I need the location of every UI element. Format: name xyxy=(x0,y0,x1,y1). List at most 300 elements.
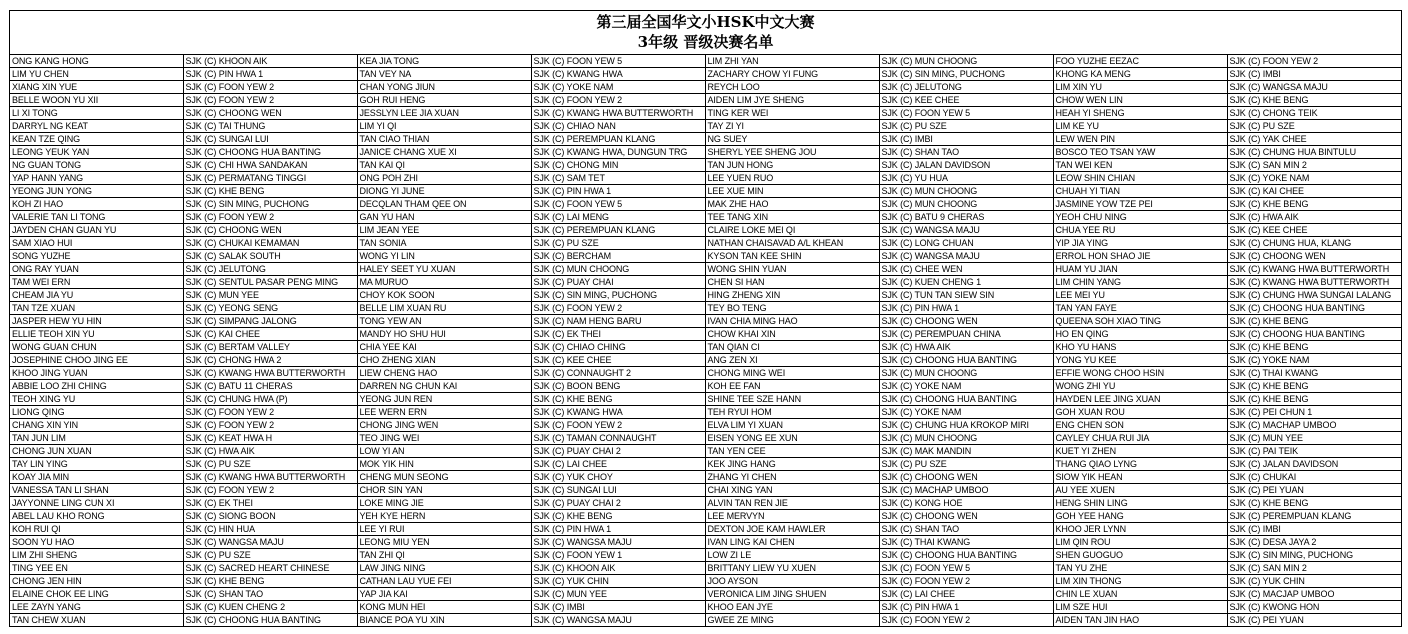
school-name-cell: SJK (C) YEONG SENG xyxy=(183,302,357,315)
student-name-cell: TEH RYUI HOM xyxy=(705,406,879,419)
student-name-cell: DECQLAN THAM QEE ON xyxy=(357,198,531,211)
school-name-cell: SJK (C) EK THEI xyxy=(531,328,705,341)
school-name-cell: SJK (C) PIN HWA 1 xyxy=(879,302,1053,315)
school-name-cell: SJK (C) LAI CHEE xyxy=(531,458,705,471)
student-name-cell: BOSCO TEO TSAN YAW xyxy=(1053,146,1227,159)
school-name-cell: SJK (C) BATU 11 CHERAS xyxy=(183,380,357,393)
student-name-cell: LEONG MIU YEN xyxy=(357,536,531,549)
school-name-cell: SJK (C) SIONG BOON xyxy=(183,510,357,523)
school-name-cell: SJK (C) WANGSA MAJU xyxy=(879,250,1053,263)
school-name-cell: SJK (C) KHE BENG xyxy=(531,393,705,406)
table-row xyxy=(10,172,1401,185)
school-name-cell: SJK (C) IMBI xyxy=(531,601,705,614)
student-name-cell: CHONG JEN HIN xyxy=(10,575,183,588)
student-name-cell: KHONG KA MENG xyxy=(1053,68,1227,81)
table-row xyxy=(10,536,1401,549)
school-name-cell: SJK (C) PU SZE xyxy=(183,458,357,471)
student-name-cell: WONG GUAN CHUN xyxy=(10,341,183,354)
student-name-cell: KHOO JING YUAN xyxy=(10,367,183,380)
student-name-cell: LIM YI QI xyxy=(357,120,531,133)
table-row xyxy=(10,237,1401,250)
table-row xyxy=(10,198,1401,211)
student-name-cell: LEOW SHIN CHIAN xyxy=(1053,172,1227,185)
student-name-cell: YEONG JUN YONG xyxy=(10,185,183,198)
student-name-cell: ZHANG YI CHEN xyxy=(705,471,879,484)
student-name-cell: JOO AYSON xyxy=(705,575,879,588)
school-name-cell: SJK (C) CHUNG HWA SUNGAI LALANG xyxy=(1227,289,1401,302)
school-name-cell: SJK (C) BATU 9 CHERAS xyxy=(879,211,1053,224)
student-name-cell: VANESSA TAN LI SHAN xyxy=(10,484,183,497)
school-name-cell: SJK (C) JALAN DAVIDSON xyxy=(879,159,1053,172)
student-name-cell: KOAY JIA MIN xyxy=(10,471,183,484)
student-name-cell: TAN YAN FAYE xyxy=(1053,302,1227,315)
school-name-cell: SJK (C) SALAK SOUTH xyxy=(183,250,357,263)
school-name-cell: SJK (C) FOON YEW 2 xyxy=(183,484,357,497)
school-name-cell: SJK (C) CHONG HWA 2 xyxy=(183,354,357,367)
school-name-cell: SJK (C) YUK CHOY xyxy=(531,471,705,484)
school-name-cell: SJK (C) CHOONG WEN xyxy=(879,471,1053,484)
school-name-cell: SJK (C) CHUKAI KEMAMAN xyxy=(183,237,357,250)
student-name-cell: LIM JEAN YEE xyxy=(357,224,531,237)
student-name-cell: VERONICA LIM JING SHUEN xyxy=(705,588,879,601)
school-name-cell: SJK (C) CHOONG HUA BANTING xyxy=(1227,328,1401,341)
table-row xyxy=(10,263,1401,276)
school-name-cell: SJK (C) BOON BENG xyxy=(531,380,705,393)
school-name-cell: SJK (C) KONG HOE xyxy=(879,497,1053,510)
school-name-cell: SJK (C) KHE BENG xyxy=(1227,198,1401,211)
school-name-cell: SJK (C) CHONG MIN xyxy=(531,159,705,172)
student-name-cell: LAW JING NING xyxy=(357,562,531,575)
page-title: 第三届全国华文小HSK中文大赛 xyxy=(596,13,815,31)
school-name-cell: SJK (C) PIN HWA 1 xyxy=(183,68,357,81)
student-name-cell: JESSLYN LEE JIA XUAN xyxy=(357,107,531,120)
school-name-cell: SJK (C) JELUTONG xyxy=(879,81,1053,94)
school-name-cell: SJK (C) FOON YEW 2 xyxy=(183,81,357,94)
school-name-cell: SJK (C) PIN HWA 1 xyxy=(531,523,705,536)
student-name-cell: LI XI TONG xyxy=(10,107,183,120)
school-name-cell: SJK (C) PEREMPUAN CHINA xyxy=(879,328,1053,341)
student-name-cell: CHEAM JIA YU xyxy=(10,289,183,302)
school-name-cell: SJK (C) FOON YEW 5 xyxy=(879,562,1053,575)
student-name-cell: KONG MUN HEI xyxy=(357,601,531,614)
table-row xyxy=(10,224,1401,237)
student-name-cell: WONG SHIN YUAN xyxy=(705,263,879,276)
student-name-cell: CHONG JING WEN xyxy=(357,419,531,432)
school-name-cell: SJK (C) CHUNG HUA BINTULU xyxy=(1227,146,1401,159)
student-name-cell: TAN QIAN CI xyxy=(705,341,879,354)
student-name-cell: YEOH CHU NING xyxy=(1053,211,1227,224)
student-name-cell: CHAI XING YAN xyxy=(705,484,879,497)
student-name-cell: JAYYONNE LING CUN XI xyxy=(10,497,183,510)
school-name-cell: SJK (C) MAK MANDIN xyxy=(879,445,1053,458)
school-name-cell: SJK (C) TAI THUNG xyxy=(183,120,357,133)
student-name-cell: ONG RAY YUAN xyxy=(10,263,183,276)
school-name-cell: SJK (C) KHE BENG xyxy=(1227,94,1401,107)
school-name-cell: SJK (C) PEI YUAN xyxy=(1227,484,1401,497)
school-name-cell: SJK (C) MUN CHOONG xyxy=(879,367,1053,380)
table-row xyxy=(10,107,1401,120)
student-name-cell: LIONG QING xyxy=(10,406,183,419)
school-name-cell: SJK (C) SAN MIN 2 xyxy=(1227,159,1401,172)
student-name-cell: TAY LIN YING xyxy=(10,458,183,471)
school-name-cell: SJK (C) HIN HUA xyxy=(183,523,357,536)
student-name-cell: CAYLEY CHUA RUI JIA xyxy=(1053,432,1227,445)
school-name-cell: SJK (C) KEE CHEE xyxy=(531,354,705,367)
school-name-cell: SJK (C) CHOONG HUA BANTING xyxy=(879,549,1053,562)
student-name-cell: CHONG MING WEI xyxy=(705,367,879,380)
student-name-cell: TAN KAI QI xyxy=(357,159,531,172)
school-name-cell: SJK (C) CHEE WEN xyxy=(879,263,1053,276)
table-row xyxy=(10,419,1401,432)
school-name-cell: SJK (C) FOON YEW 5 xyxy=(879,107,1053,120)
student-name-cell: SONG YUZHE xyxy=(10,250,183,263)
school-name-cell: SJK (C) LAI CHEE xyxy=(879,588,1053,601)
student-name-cell: HO EN QING xyxy=(1053,328,1227,341)
school-name-cell: SJK (C) CONNAUGHT 2 xyxy=(531,367,705,380)
student-name-cell: TAN WEI KEN xyxy=(1053,159,1227,172)
school-name-cell: SJK (C) KWANG HWA xyxy=(531,406,705,419)
school-name-cell: SJK (C) FOON YEW 2 xyxy=(183,94,357,107)
school-name-cell: SJK (C) TAMAN CONNAUGHT xyxy=(531,432,705,445)
table-row xyxy=(10,393,1401,406)
school-name-cell: SJK (C) FOON YEW 2 xyxy=(1227,55,1401,68)
student-name-cell: ONG KANG HONG xyxy=(10,55,183,68)
student-name-cell: DIONG YI JUNE xyxy=(357,185,531,198)
school-name-cell: SJK (C) MUN YEE xyxy=(183,289,357,302)
student-name-cell: ENG CHEN SON xyxy=(1053,419,1227,432)
school-name-cell: SJK (C) JALAN DAVIDSON xyxy=(1227,458,1401,471)
student-name-cell: YEH KYE HERN xyxy=(357,510,531,523)
school-name-cell: SJK (C) IMBI xyxy=(879,133,1053,146)
school-name-cell: SJK (C) MUN YEE xyxy=(1227,432,1401,445)
school-name-cell: SJK (C) KWANG HWA BUTTERWORTH xyxy=(183,367,357,380)
student-name-cell: CHIN LE XUAN xyxy=(1053,588,1227,601)
school-name-cell: SJK (C) KAI CHEE xyxy=(1227,185,1401,198)
student-name-cell: FOO YUZHE EEZAC xyxy=(1053,55,1227,68)
school-name-cell: SJK (C) KHE BENG xyxy=(1227,497,1401,510)
school-name-cell: SJK (C) PIN HWA 1 xyxy=(879,601,1053,614)
student-name-cell: EISEN YONG EE XUN xyxy=(705,432,879,445)
school-name-cell: SJK (C) CHI HWA SANDAKAN xyxy=(183,159,357,172)
student-name-cell: LEE ZAYN YANG xyxy=(10,601,183,614)
student-name-cell: TEOH XING YU xyxy=(10,393,183,406)
student-name-cell: GOH XUAN ROU xyxy=(1053,406,1227,419)
school-name-cell: SJK (C) KWANG HWA BUTTERWORTH xyxy=(183,471,357,484)
student-name-cell: LEW WEN PIN xyxy=(1053,133,1227,146)
student-name-cell: YEONG JUN REN xyxy=(357,393,531,406)
table-row xyxy=(10,211,1401,224)
student-name-cell: TAN JUN HONG xyxy=(705,159,879,172)
table-row xyxy=(10,276,1401,289)
student-name-cell: HALEY SEET YU XUAN xyxy=(357,263,531,276)
student-name-cell: MA MURUO xyxy=(357,276,531,289)
title-box xyxy=(10,11,1401,55)
table-row xyxy=(10,302,1401,315)
student-name-cell: DARREN NG CHUN KAI xyxy=(357,380,531,393)
student-name-cell: ANG ZEN XI xyxy=(705,354,879,367)
school-name-cell: SJK (C) CHOONG WEN xyxy=(879,510,1053,523)
student-name-cell: BRITTANY LIEW YU XUEN xyxy=(705,562,879,575)
student-name-cell: HUAM YU JIAN xyxy=(1053,263,1227,276)
student-name-cell: CHOR SIN YAN xyxy=(357,484,531,497)
student-name-cell: SHERYL YEE SHENG JOU xyxy=(705,146,879,159)
student-name-cell: KUET YI ZHEN xyxy=(1053,445,1227,458)
student-name-cell: KHOO JER LYNN xyxy=(1053,523,1227,536)
student-name-cell: REYCH LOO xyxy=(705,81,879,94)
student-name-cell: KEAN TZE QING xyxy=(10,133,183,146)
school-name-cell: SJK (C) YOKE NAM xyxy=(1227,354,1401,367)
student-name-cell: LEE XUE MIN xyxy=(705,185,879,198)
school-name-cell: SJK (C) PAI TEIK xyxy=(1227,445,1401,458)
school-name-cell: SJK (C) YUK CHIN xyxy=(531,575,705,588)
student-name-cell: CHOW WEN LIN xyxy=(1053,94,1227,107)
student-name-cell: TEO JING WEI xyxy=(357,432,531,445)
student-name-cell: KOH EE FAN xyxy=(705,380,879,393)
school-name-cell: SJK (C) FOON YEW 1 xyxy=(531,549,705,562)
school-name-cell: SJK (C) IMBI xyxy=(1227,68,1401,81)
table-row xyxy=(10,575,1401,588)
school-name-cell: SJK (C) KHE BENG xyxy=(531,510,705,523)
school-name-cell: SJK (C) YOKE NAM xyxy=(879,380,1053,393)
school-name-cell: SJK (C) YOKE NAM xyxy=(1227,172,1401,185)
school-name-cell: SJK (C) FOON YEW 2 xyxy=(183,211,357,224)
school-name-cell: SJK (C) DESA JAYA 2 xyxy=(1227,536,1401,549)
table-row xyxy=(10,354,1401,367)
school-name-cell: SJK (C) IMBI xyxy=(1227,523,1401,536)
school-name-cell: SJK (C) PU SZE xyxy=(183,549,357,562)
student-name-cell: LOW ZI LE xyxy=(705,549,879,562)
table-row xyxy=(10,523,1401,536)
school-name-cell: SJK (C) FOON YEW 2 xyxy=(183,406,357,419)
student-name-cell: TAN TZE XUAN xyxy=(10,302,183,315)
school-name-cell: SJK (C) WANGSA MAJU xyxy=(183,536,357,549)
school-name-cell: SJK (C) KUEN CHENG 1 xyxy=(879,276,1053,289)
student-name-cell: GWEE ZE MING xyxy=(705,614,879,627)
student-name-cell: TAN JUN LIM xyxy=(10,432,183,445)
table-row xyxy=(10,601,1401,614)
student-name-cell: LEE MEI YU xyxy=(1053,289,1227,302)
student-name-cell: BELLE WOON YU XII xyxy=(10,94,183,107)
school-name-cell: SJK (C) SUNGAI LUI xyxy=(531,484,705,497)
school-name-cell: SJK (C) KHE BENG xyxy=(183,185,357,198)
school-name-cell: SJK (C) FOON YEW 2 xyxy=(183,419,357,432)
student-name-cell: SAM XIAO HUI xyxy=(10,237,183,250)
results-sheet xyxy=(9,10,1402,627)
table-row xyxy=(10,315,1401,328)
school-name-cell: SJK (C) YOKE NAM xyxy=(879,406,1053,419)
student-name-cell: QUEENA SOH XIAO TING xyxy=(1053,315,1227,328)
school-name-cell: SJK (C) KWANG HWA BUTTERWORTH xyxy=(1227,276,1401,289)
school-name-cell: SJK (C) SAM TET xyxy=(531,172,705,185)
student-name-cell: JANICE CHANG XUE XI xyxy=(357,146,531,159)
student-name-cell: LEE YUEN RUO xyxy=(705,172,879,185)
finalist-table xyxy=(10,55,1401,626)
table-row xyxy=(10,588,1401,601)
student-name-cell: MOK YIK HIN xyxy=(357,458,531,471)
table-row xyxy=(10,55,1401,68)
finalist-table-body xyxy=(10,55,1401,626)
student-name-cell: TAN SONIA xyxy=(357,237,531,250)
school-name-cell: SJK (C) PEREMPUAN KLANG xyxy=(1227,510,1401,523)
school-name-cell: SJK (C) CHOONG HUA BANTING xyxy=(183,614,357,627)
school-name-cell: SJK (C) HWA AIK xyxy=(183,445,357,458)
student-name-cell: LIEW CHENG HAO xyxy=(357,367,531,380)
student-name-cell: YONG YU KEE xyxy=(1053,354,1227,367)
student-name-cell: KHO YU HANS xyxy=(1053,341,1227,354)
school-name-cell: SJK (C) KWANG HWA BUTTERWORTH xyxy=(531,107,705,120)
table-row xyxy=(10,497,1401,510)
table-row xyxy=(10,445,1401,458)
school-name-cell: SJK (C) CHOONG WEN xyxy=(879,315,1053,328)
student-name-cell: YAP HANN YANG xyxy=(10,172,183,185)
student-name-cell: ELLIE TEOH XIN YU xyxy=(10,328,183,341)
table-row xyxy=(10,510,1401,523)
school-name-cell: SJK (C) NAM HENG BARU xyxy=(531,315,705,328)
school-name-cell: SJK (C) CHIAO CHING xyxy=(531,341,705,354)
student-name-cell: LOKE MING JIE xyxy=(357,497,531,510)
student-name-cell: TAN YEN CEE xyxy=(705,445,879,458)
table-row xyxy=(10,68,1401,81)
student-name-cell: TAM WEI ERN xyxy=(10,276,183,289)
student-name-cell: KEK JING HANG xyxy=(705,458,879,471)
student-name-cell: JASPER HEW YU HIN xyxy=(10,315,183,328)
school-name-cell: SJK (C) PU SZE xyxy=(1227,120,1401,133)
student-name-cell: GOH RUI HENG xyxy=(357,94,531,107)
school-name-cell: SJK (C) MACJAP UMBOO xyxy=(1227,588,1401,601)
school-name-cell: SJK (C) LAI MENG xyxy=(531,211,705,224)
school-name-cell: SJK (C) LONG CHUAN xyxy=(879,237,1053,250)
school-name-cell: SJK (C) MUN CHOONG xyxy=(879,198,1053,211)
school-name-cell: SJK (C) KWONG HON xyxy=(1227,601,1401,614)
school-name-cell: SJK (C) WANGSA MAJU xyxy=(531,614,705,627)
school-name-cell: SJK (C) PU SZE xyxy=(879,120,1053,133)
school-name-cell: SJK (C) BERCHAM xyxy=(531,250,705,263)
school-name-cell: SJK (C) CHOONG HUA BANTING xyxy=(183,146,357,159)
school-name-cell: SJK (C) EK THEI xyxy=(183,497,357,510)
student-name-cell: CHEN SI HAN xyxy=(705,276,879,289)
school-name-cell: SJK (C) CHIAO NAN xyxy=(531,120,705,133)
school-name-cell: SJK (C) CHUKAI xyxy=(1227,471,1401,484)
student-name-cell: EFFIE WONG CHOO HSIN xyxy=(1053,367,1227,380)
school-name-cell: SJK (C) PUAY CHAI 2 xyxy=(531,497,705,510)
student-name-cell: AIDEN LIM JYE SHENG xyxy=(705,94,879,107)
school-name-cell: SJK (C) CHUNG HWA (P) xyxy=(183,393,357,406)
student-name-cell: CLAIRE LOKE MEI QI xyxy=(705,224,879,237)
student-name-cell: CHO ZHENG XIAN xyxy=(357,354,531,367)
student-name-cell: LIM SZE HUI xyxy=(1053,601,1227,614)
student-name-cell: HING ZHENG XIN xyxy=(705,289,879,302)
student-name-cell: KEA JIA TONG xyxy=(357,55,531,68)
table-row xyxy=(10,458,1401,471)
student-name-cell: CHIA YEE KAI xyxy=(357,341,531,354)
student-name-cell: CHUAH YI TIAN xyxy=(1053,185,1227,198)
table-row xyxy=(10,341,1401,354)
school-name-cell: SJK (C) SHAN TAO xyxy=(183,588,357,601)
school-name-cell: SJK (C) SIN MING, PUCHONG xyxy=(879,68,1053,81)
student-name-cell: ONG POH ZHI xyxy=(357,172,531,185)
student-name-cell: BELLE LIM XUAN RU xyxy=(357,302,531,315)
school-name-cell: SJK (C) KWANG HWA, DUNGUN TRG xyxy=(531,146,705,159)
student-name-cell: TAN CIAO THIAN xyxy=(357,133,531,146)
student-name-cell: TEY BO TENG xyxy=(705,302,879,315)
school-name-cell: SJK (C) KHE BENG xyxy=(1227,393,1401,406)
student-name-cell: LOW YI AN xyxy=(357,445,531,458)
school-name-cell: SJK (C) CHUNG HUA KROKOP MIRI xyxy=(879,419,1053,432)
school-name-cell: SJK (C) SHAN TAO xyxy=(879,523,1053,536)
student-name-cell: IVAN LING KAI CHEN xyxy=(705,536,879,549)
student-name-cell: NATHAN CHAISAVAD A/L KHEAN xyxy=(705,237,879,250)
school-name-cell: SJK (C) SENTUL PASAR PENG MING xyxy=(183,276,357,289)
school-name-cell: SJK (C) FOON YEW 5 xyxy=(531,198,705,211)
student-name-cell: LIM KE YU xyxy=(1053,120,1227,133)
student-name-cell: TAN ZHI QI xyxy=(357,549,531,562)
student-name-cell: ELAINE CHOK EE LING xyxy=(10,588,183,601)
table-row xyxy=(10,159,1401,172)
student-name-cell: DEXTON JOE KAM HAWLER xyxy=(705,523,879,536)
school-name-cell: SJK (C) PUAY CHAI xyxy=(531,276,705,289)
table-row xyxy=(10,406,1401,419)
school-name-cell: SJK (C) BERTAM VALLEY xyxy=(183,341,357,354)
school-name-cell: SJK (C) KEE CHEE xyxy=(879,94,1053,107)
school-name-cell: SJK (C) YOKE NAM xyxy=(531,81,705,94)
school-name-cell: SJK (C) SUNGAI LUI xyxy=(183,133,357,146)
student-name-cell: LEE WERN ERN xyxy=(357,406,531,419)
school-name-cell: SJK (C) TUN TAN SIEW SIN xyxy=(879,289,1053,302)
school-name-cell: SJK (C) CHOONG HUA BANTING xyxy=(1227,302,1401,315)
student-name-cell: HENG SHIN LING xyxy=(1053,497,1227,510)
student-name-cell: TING KER WEI xyxy=(705,107,879,120)
student-name-cell: LIM CHIN YANG xyxy=(1053,276,1227,289)
student-name-cell: THANG QIAO LYNG xyxy=(1053,458,1227,471)
school-name-cell: SJK (C) MACHAP UMBOO xyxy=(1227,419,1401,432)
school-name-cell: SJK (C) FOON YEW 2 xyxy=(531,419,705,432)
student-name-cell: AIDEN TAN JIN HAO xyxy=(1053,614,1227,627)
student-name-cell: KHOO EAN JYE xyxy=(705,601,879,614)
school-name-cell: SJK (C) CHOONG HUA BANTING xyxy=(879,393,1053,406)
school-name-cell: SJK (C) PERMATANG TINGGI xyxy=(183,172,357,185)
school-name-cell: SJK (C) KEE CHEE xyxy=(1227,224,1401,237)
school-name-cell: SJK (C) KEAT HWA H xyxy=(183,432,357,445)
student-name-cell: CHANG XIN YIN xyxy=(10,419,183,432)
school-name-cell: SJK (C) KWANG HWA BUTTERWORTH xyxy=(1227,263,1401,276)
school-name-cell: SJK (C) WANGSA MAJU xyxy=(531,536,705,549)
school-name-cell: SJK (C) MUN CHOONG xyxy=(879,432,1053,445)
student-name-cell: LIM YU CHEN xyxy=(10,68,183,81)
student-name-cell: SHEN GUOGUO xyxy=(1053,549,1227,562)
student-name-cell: TAY ZI YI xyxy=(705,120,879,133)
school-name-cell: SJK (C) KHE BENG xyxy=(1227,341,1401,354)
student-name-cell: XIANG XIN YUE xyxy=(10,81,183,94)
student-name-cell: LIM XIN YU xyxy=(1053,81,1227,94)
table-row xyxy=(10,94,1401,107)
student-name-cell: AU YEE XUEN xyxy=(1053,484,1227,497)
school-name-cell: SJK (C) PUAY CHAI 2 xyxy=(531,445,705,458)
table-row xyxy=(10,289,1401,302)
school-name-cell: SJK (C) SIN MING, PUCHONG xyxy=(531,289,705,302)
school-name-cell: SJK (C) MUN YEE xyxy=(531,588,705,601)
student-name-cell: WONG ZHI YU xyxy=(1053,380,1227,393)
student-name-cell: JAYDEN CHAN GUAN YU xyxy=(10,224,183,237)
school-name-cell: SJK (C) FOON YEW 2 xyxy=(879,614,1053,627)
school-name-cell: SJK (C) CHONG TEIK xyxy=(1227,107,1401,120)
school-name-cell: SJK (C) MUN CHOONG xyxy=(879,55,1053,68)
school-name-cell: SJK (C) HWA AIK xyxy=(1227,211,1401,224)
school-name-cell: SJK (C) SAN MIN 2 xyxy=(1227,562,1401,575)
school-name-cell: SJK (C) FOON YEW 2 xyxy=(531,302,705,315)
student-name-cell: CHENG MUN SEONG xyxy=(357,471,531,484)
student-name-cell: CATHAN LAU YUE FEI xyxy=(357,575,531,588)
table-row xyxy=(10,484,1401,497)
